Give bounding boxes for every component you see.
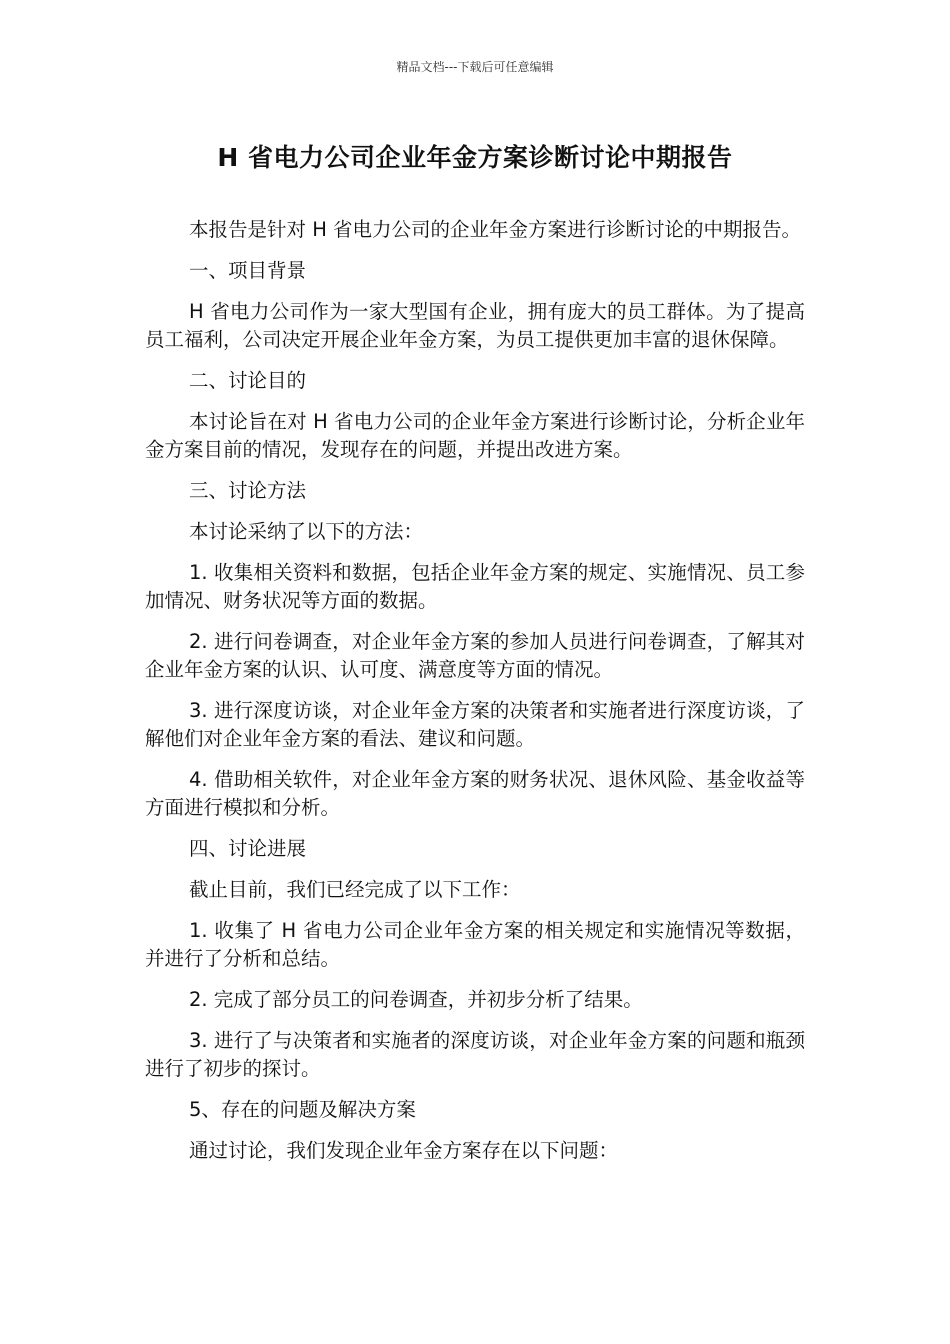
section-heading-purpose: 二、讨论目的 [189,369,307,392]
section-heading-background: 一、项目背景 [189,259,307,282]
paragraph-purpose: 本讨论旨在对 H 省电力公司的企业年金方案进行诊断讨论，分析企业年金方案目前的情况，发现存在的问题，并提出改进方案。 [145,410,805,461]
list-item-method-2: 2. 进行问卷调查，对企业年金方案的参加人员进行问卷调查，了解其对企业年金方案的认识、认可度、满意度等方面的情况。 [145,630,805,681]
paragraph-problems-intro: 通过讨论，我们发现企业年金方案存在以下问题： [189,1139,619,1162]
page-header: 精品文档---下载后可任意编辑 [396,60,554,74]
list-item-progress-2: 2. 完成了部分员工的问卷调查，并初步分析了结果。 [189,988,643,1011]
list-item-method-4: 4. 借助相关软件，对企业年金方案的财务状况、退休风险、基金收益等方面进行模拟和分析。 [145,768,805,819]
section-heading-progress: 四、讨论进展 [189,837,307,860]
document-body [145,216,805,1178]
list-item-progress-1: 1. 收集了 H 省电力公司企业年金方案的相关规定和实施情况等数据，并进行了分析和总结。 [145,919,805,970]
paragraph-intro: 本报告是针对 H 省电力公司的企业年金方案进行诊断讨论的中期报告。 [189,218,802,241]
paragraph-methods-intro: 本讨论采纳了以下的方法： [189,520,424,543]
paragraph-progress-intro: 截止目前，我们已经完成了以下工作： [189,878,521,901]
section-heading-problems: 5、存在的问题及解决方案 [189,1098,416,1121]
paragraph-background: H 省电力公司作为一家大型国有企业，拥有庞大的员工群体。为了提高员工福利，公司决定开展企业年金方案，为员工提供更加丰富的退休保障。 [145,300,805,351]
list-item-method-3: 3. 进行深度访谈，对企业年金方案的决策者和实施者进行深度访谈，了解他们对企业年金方案的看法、建议和问题。 [145,699,805,750]
list-item-progress-3: 3. 进行了与决策者和实施者的深度访谈，对企业年金方案的问题和瓶颈进行了初步的探讨。 [145,1029,805,1080]
section-heading-methods: 三、讨论方法 [189,479,307,502]
list-item-method-1: 1. 收集相关资料和数据，包括企业年金方案的规定、实施情况、员工参加情况、财务状况等方面的数据。 [145,561,805,612]
document-title: H 省电力公司企业年金方案诊断讨论中期报告 [217,143,733,172]
